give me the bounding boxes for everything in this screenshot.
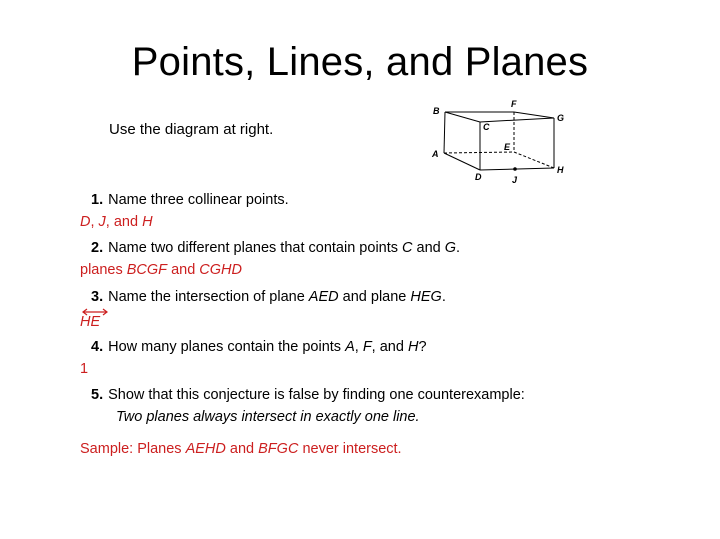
label-g: G [557,113,565,123]
box-diagram [424,98,574,188]
page-title: Points, Lines, and Planes [131,40,589,84]
answer-1: D, J, and H [80,214,153,230]
answer-5: Sample: Planes AEHD and BFGC never intersect. [80,441,402,457]
label-f: F [511,99,517,109]
question-2: 2. Name two different planes that contain points C and G. [91,240,461,256]
question-5: 5. Show that this conjecture is false by finding one counterexample: [91,387,525,403]
edge-ba [444,112,445,153]
label-e: E [504,142,511,152]
edge-eh-hidden [514,152,554,168]
label-a: A [432,149,439,159]
question-1: 1. Name three collinear points. [91,192,289,208]
question-3: 3. Name the intersection of plane AED and plane HEG. [91,289,446,305]
edge-fg [514,112,554,118]
answer-4: 1 [80,361,89,377]
label-h: H [557,165,564,175]
label-c: C [483,122,490,132]
edge-dh [480,168,554,170]
edge-ae-hidden [444,152,514,153]
edge-bc [445,112,480,122]
edge-cg [480,118,554,122]
answer-3: HE [80,314,101,330]
point-j [513,167,517,171]
edge-ad [444,153,480,170]
intro-text: Use the diagram at right. [109,121,274,138]
label-b: B [433,106,440,116]
conjecture-text: Two planes always intersect in exactly one line. [116,409,420,425]
label-d: D [475,172,482,182]
question-4: 4. How many planes contain the points A, F, and H? [91,339,427,355]
label-j: J [512,175,518,185]
answer-2: planes BCGF and CGHD [80,262,242,278]
